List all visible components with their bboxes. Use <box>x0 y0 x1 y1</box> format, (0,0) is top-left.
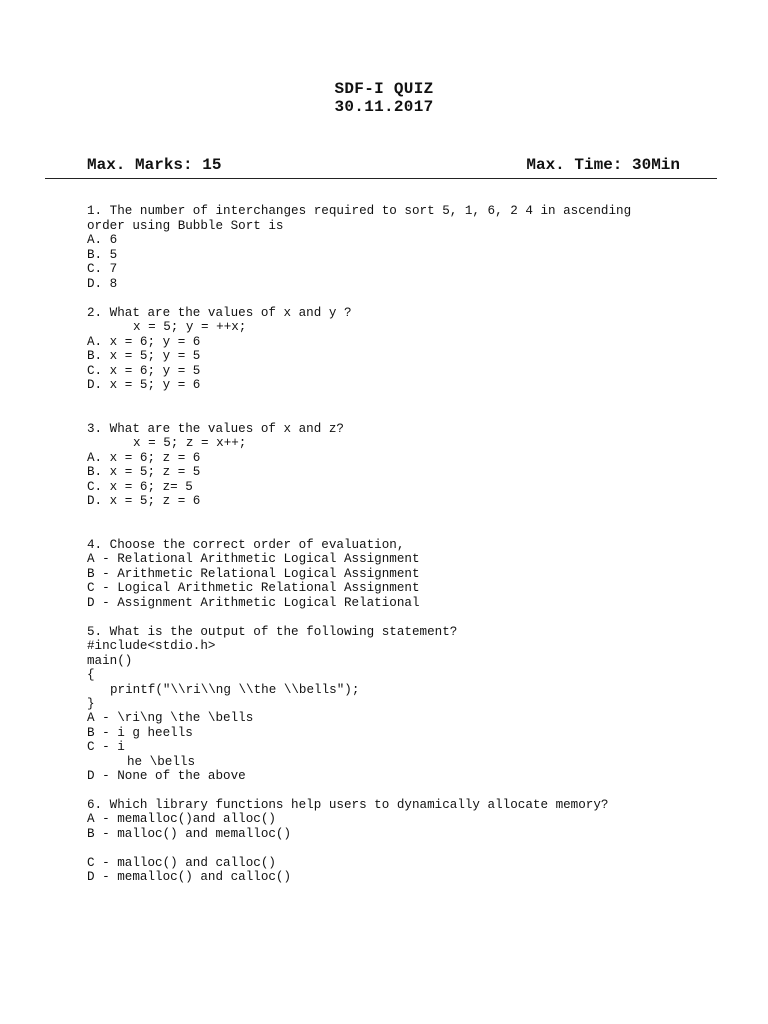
q5-code-include: #include<stdio.h> <box>87 639 216 653</box>
q6-prompt: 6. Which library functions help users to dynamically allocate memory? <box>87 798 609 812</box>
q2-option-d: D. x = 5; y = 6 <box>87 378 201 392</box>
q1-option-c: C. 7 <box>87 262 118 276</box>
q4-option-a: A - Relational Arithmetic Logical Assignment <box>87 552 420 566</box>
q2-option-a: A. x = 6; y = 6 <box>87 335 201 349</box>
q6-option-c: C - malloc() and calloc() <box>87 856 276 870</box>
q5-option-c: C - i <box>87 740 125 754</box>
q3-option-c: C. x = 6; z= 5 <box>87 480 193 494</box>
q1-option-d: D. 8 <box>87 277 118 291</box>
q1-option-a: A. 6 <box>87 233 118 247</box>
q5-option-a: A - \ri\ng \the \bells <box>87 711 254 725</box>
q5-code-main: main() <box>87 654 133 668</box>
max-marks: Max. Marks: 15 <box>87 156 222 174</box>
q5-code-open-brace: { <box>87 668 95 682</box>
q1-prompt-line-1: 1. The number of interchanges required to sort 5, 1, 6, 2 4 in ascending <box>87 204 632 218</box>
q3-option-d: D. x = 5; z = 6 <box>87 494 201 508</box>
q6-option-d: D - memalloc() and calloc() <box>87 870 292 884</box>
q4-option-c: C - Logical Arithmetic Relational Assignment <box>87 581 420 595</box>
q1-option-b: B. 5 <box>87 248 118 262</box>
q5-code-printf: printf("\\ri\\ng \\the \\bells"); <box>110 683 360 697</box>
q4-prompt: 4. Choose the correct order of evaluation, <box>87 538 405 552</box>
q6-option-a: A - memalloc()and alloc() <box>87 812 276 826</box>
q4-option-b: B - Arithmetic Relational Logical Assignment <box>87 567 420 581</box>
q5-prompt: 5. What is the output of the following statement? <box>87 625 458 639</box>
q5-option-d: D - None of the above <box>87 769 246 783</box>
header-divider <box>45 178 717 179</box>
q4-option-d: D - Assignment Arithmetic Logical Relational <box>87 596 420 610</box>
q2-option-c: C. x = 6; y = 5 <box>87 364 201 378</box>
max-time: Max. Time: 30Min <box>526 156 680 174</box>
q3-option-b: B. x = 5; z = 5 <box>87 465 201 479</box>
q1-prompt-line-2: order using Bubble Sort is <box>87 219 284 233</box>
q3-prompt: 3. What are the values of x and z? <box>87 422 344 436</box>
q2-code: x = 5; y = ++x; <box>133 320 247 334</box>
q5-option-c-continued: he \bells <box>127 755 196 769</box>
q3-code: x = 5; z = x++; <box>133 436 247 450</box>
q3-option-a: A. x = 6; z = 6 <box>87 451 201 465</box>
q2-option-b: B. x = 5; y = 5 <box>87 349 201 363</box>
q6-option-b: B - malloc() and memalloc() <box>87 827 292 841</box>
q5-code-close-brace: } <box>87 697 95 711</box>
quiz-date: 30.11.2017 <box>334 98 434 116</box>
quiz-title: SDF-I QUIZ <box>334 80 434 98</box>
q5-option-b: B - i g heells <box>87 726 193 740</box>
q2-prompt: 2. What are the values of x and y ? <box>87 306 352 320</box>
